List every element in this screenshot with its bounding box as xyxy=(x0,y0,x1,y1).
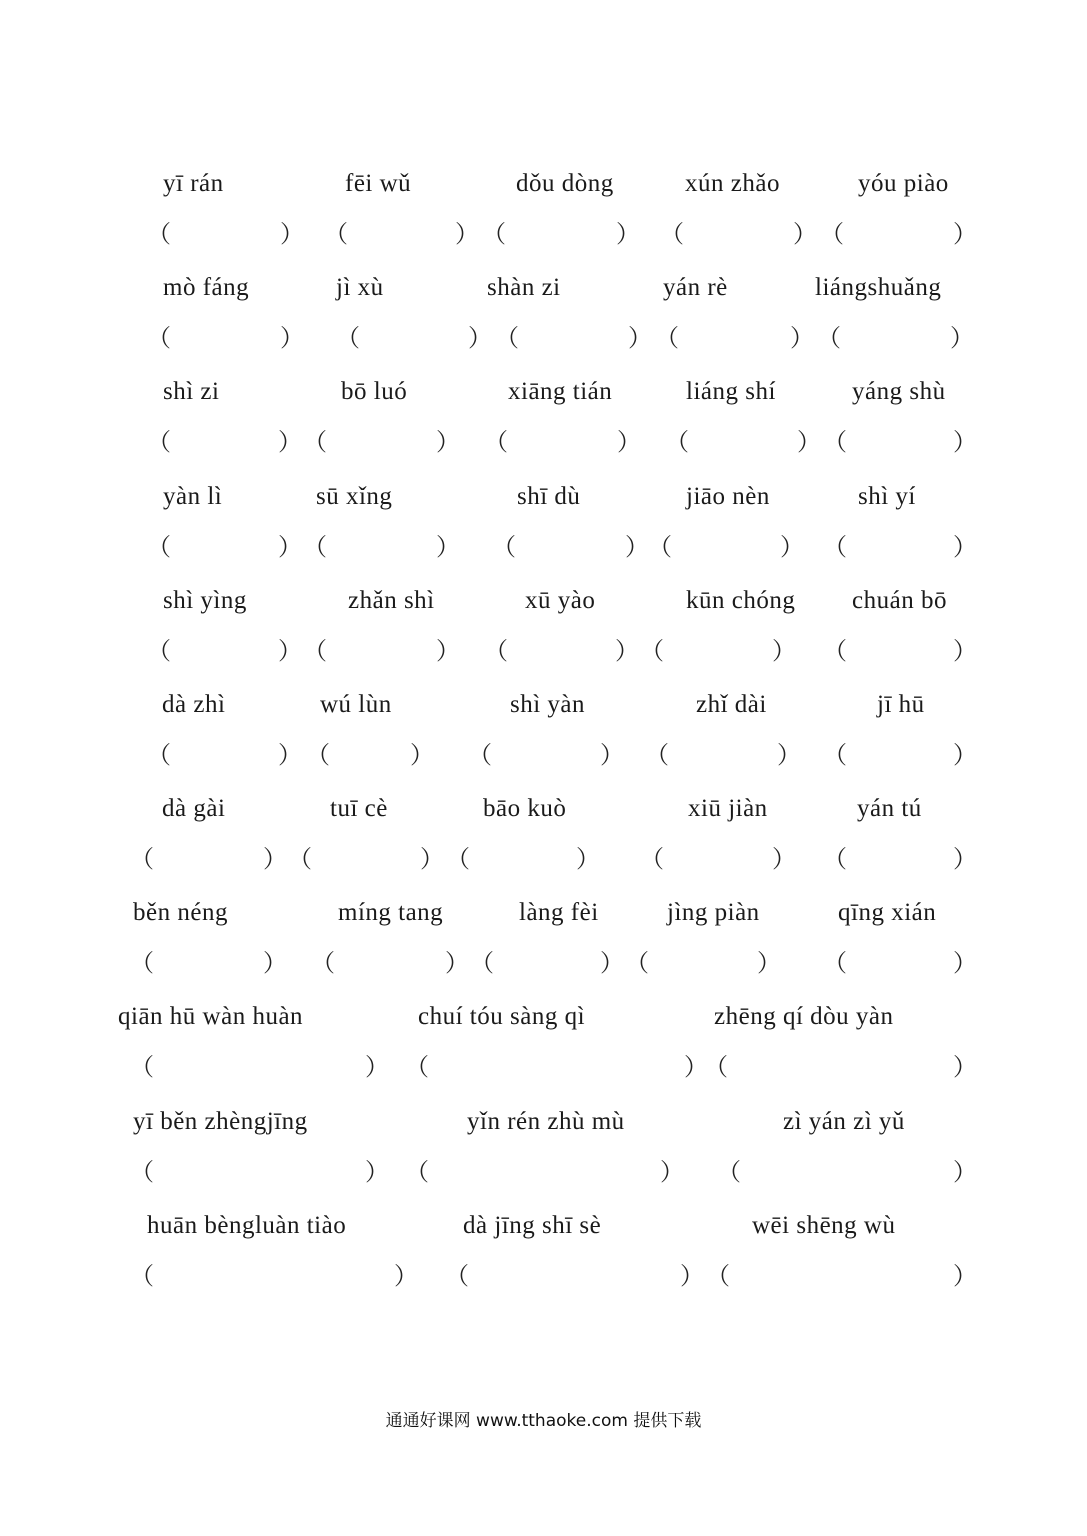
answer-blank[interactable]: （ xyxy=(405,1158,429,1186)
answer-blank[interactable]: （ xyxy=(823,741,847,769)
answer-blank[interactable]: ） xyxy=(365,1053,389,1081)
pinyin-word: yī rán xyxy=(163,170,224,197)
pinyin-word: jiāo nèn xyxy=(686,483,770,510)
pinyin-word: xiū jiàn xyxy=(688,795,768,822)
answer-blank[interactable]: ） xyxy=(278,428,302,456)
answer-blank[interactable]: ） xyxy=(950,324,974,352)
answer-row-7 xyxy=(0,839,1087,879)
answer-blank[interactable]: （ xyxy=(640,845,664,873)
answer-blank[interactable]: ） xyxy=(436,428,460,456)
pinyin-word: yī běn zhèngjīng xyxy=(133,1108,308,1135)
answer-blank[interactable]: （ xyxy=(823,533,847,561)
pinyin-word: xún zhǎo xyxy=(685,170,780,197)
answer-blank[interactable]: ） xyxy=(625,533,649,561)
answer-blank[interactable]: （ xyxy=(645,741,669,769)
answer-blank[interactable]: ） xyxy=(777,741,801,769)
answer-blank[interactable]: （ xyxy=(823,637,847,665)
answer-blank[interactable]: （ xyxy=(717,1158,741,1186)
answer-blank[interactable]: ） xyxy=(628,324,652,352)
pinyin-word: yóu piào xyxy=(858,170,949,197)
pinyin-word: zì yán zì yǔ xyxy=(783,1108,905,1135)
pinyin-word: dà jīng shī sè xyxy=(463,1212,602,1239)
answer-blank[interactable]: ） xyxy=(684,1053,708,1081)
answer-blank[interactable]: ） xyxy=(278,533,302,561)
answer-row-2 xyxy=(0,318,1087,358)
pinyin-row-2 xyxy=(0,268,1087,308)
answer-blank[interactable]: ） xyxy=(953,741,977,769)
answer-blank[interactable]: （ xyxy=(484,637,508,665)
answer-blank[interactable]: ） xyxy=(953,220,977,248)
answer-blank[interactable]: （ xyxy=(648,533,672,561)
answer-blank[interactable]: （ xyxy=(311,949,335,977)
answer-blank[interactable]: ） xyxy=(278,741,302,769)
answer-blank[interactable]: （ xyxy=(130,1262,154,1290)
pinyin-word: míng tang xyxy=(338,899,444,926)
pinyin-word: yàn lì xyxy=(163,483,223,510)
answer-blank[interactable]: （ xyxy=(484,428,508,456)
answer-blank[interactable]: （ xyxy=(303,533,327,561)
answer-blank[interactable]: ） xyxy=(263,845,287,873)
pinyin-word: liáng shí xyxy=(686,378,776,405)
answer-blank[interactable]: ） xyxy=(953,1053,977,1081)
answer-blank[interactable]: （ xyxy=(130,1158,154,1186)
pinyin-word: kūn chóng xyxy=(686,587,796,614)
answer-blank[interactable]: ） xyxy=(445,949,469,977)
answer-blank[interactable]: ） xyxy=(615,637,639,665)
answer-row-11 xyxy=(0,1256,1087,1296)
answer-row-10 xyxy=(0,1152,1087,1192)
answer-blank[interactable]: ） xyxy=(436,533,460,561)
answer-blank[interactable]: （ xyxy=(820,220,844,248)
pinyin-word: qīng xián xyxy=(838,899,937,926)
answer-blank[interactable]: （ xyxy=(336,324,360,352)
answer-blank[interactable]: ） xyxy=(953,533,977,561)
pinyin-word: huān bèngluàn tiào xyxy=(147,1212,347,1239)
answer-blank[interactable]: ） xyxy=(953,428,977,456)
answer-row-6 xyxy=(0,735,1087,775)
answer-blank[interactable]: ） xyxy=(436,637,460,665)
pinyin-word: shì yàn xyxy=(510,691,586,718)
answer-blank[interactable]: ） xyxy=(455,220,479,248)
pinyin-row-5 xyxy=(0,581,1087,621)
answer-blank[interactable]: ） xyxy=(365,1158,389,1186)
answer-blank[interactable]: ） xyxy=(600,741,624,769)
pinyin-row-1 xyxy=(0,164,1087,204)
answer-blank[interactable]: ） xyxy=(660,1158,684,1186)
pinyin-word: sū xǐng xyxy=(316,483,393,510)
answer-blank[interactable]: （ xyxy=(147,220,171,248)
pinyin-row-4 xyxy=(0,477,1087,517)
answer-blank[interactable]: ） xyxy=(278,637,302,665)
pinyin-word: yán rè xyxy=(663,274,728,301)
answer-blank[interactable]: （ xyxy=(625,949,649,977)
pinyin-word: běn néng xyxy=(133,899,228,926)
answer-blank[interactable]: （ xyxy=(130,1053,154,1081)
answer-row-4 xyxy=(0,527,1087,567)
answer-blank[interactable]: （ xyxy=(655,324,679,352)
answer-blank[interactable]: ） xyxy=(616,220,640,248)
pinyin-word: jìng piàn xyxy=(667,899,760,926)
pinyin-word: jì xù xyxy=(336,274,384,301)
answer-blank[interactable]: ） xyxy=(280,220,304,248)
answer-row-5 xyxy=(0,631,1087,671)
answer-blank[interactable]: ） xyxy=(797,428,821,456)
pinyin-row-11 xyxy=(0,1206,1087,1246)
answer-blank[interactable]: （ xyxy=(446,845,470,873)
answer-blank[interactable]: （ xyxy=(130,845,154,873)
pinyin-word: shì zi xyxy=(163,378,220,405)
pinyin-word: zhǐ dài xyxy=(696,691,767,718)
pinyin-word: shì yí xyxy=(858,483,916,510)
answer-blank[interactable]: ） xyxy=(576,845,600,873)
pinyin-word: yǐn rén zhù mù xyxy=(467,1108,625,1135)
answer-blank[interactable]: （ xyxy=(817,324,841,352)
pinyin-word: wēi shēng wù xyxy=(752,1212,896,1239)
answer-blank[interactable]: ） xyxy=(468,324,492,352)
pinyin-word: chuán bō xyxy=(852,587,947,614)
answer-blank[interactable]: （ xyxy=(130,949,154,977)
pinyin-word: yáng shù xyxy=(852,378,946,405)
pinyin-word: mò fáng xyxy=(163,274,250,301)
pinyin-row-6 xyxy=(0,685,1087,725)
pinyin-row-10 xyxy=(0,1102,1087,1142)
pinyin-word: fēi wǔ xyxy=(345,170,412,197)
answer-blank[interactable]: （ xyxy=(665,428,689,456)
pinyin-word: shàn zi xyxy=(487,274,561,301)
pinyin-word: dà zhì xyxy=(162,691,226,718)
pinyin-word: bāo kuò xyxy=(483,795,567,822)
pinyin-word: jī hū xyxy=(877,691,925,718)
answer-blank[interactable]: ） xyxy=(410,741,434,769)
answer-blank[interactable]: （ xyxy=(495,324,519,352)
pinyin-word: dǒu dòng xyxy=(516,170,614,197)
answer-row-3 xyxy=(0,422,1087,462)
pinyin-word: xiāng tián xyxy=(508,378,613,405)
pinyin-word: qiān hū wàn huàn xyxy=(118,1003,304,1030)
answer-blank[interactable]: ） xyxy=(953,1158,977,1186)
answer-blank[interactable]: ） xyxy=(953,845,977,873)
pinyin-word: shī dù xyxy=(517,483,581,510)
pinyin-word: shì yìng xyxy=(163,587,247,614)
pinyin-word: làng fèi xyxy=(519,899,599,926)
pinyin-row-9 xyxy=(0,997,1087,1037)
answer-blank[interactable]: （ xyxy=(823,949,847,977)
answer-row-9 xyxy=(0,1047,1087,1087)
answer-blank[interactable]: （ xyxy=(468,741,492,769)
answer-blank[interactable]: （ xyxy=(660,220,684,248)
answer-blank[interactable]: ） xyxy=(394,1262,418,1290)
answer-blank[interactable]: （ xyxy=(288,845,312,873)
pinyin-word: wú lùn xyxy=(320,691,392,718)
answer-blank[interactable]: （ xyxy=(405,1053,429,1081)
answer-blank[interactable]: ） xyxy=(617,428,641,456)
answer-blank[interactable]: ） xyxy=(772,637,796,665)
answer-blank[interactable]: （ xyxy=(704,1053,728,1081)
pinyin-row-8 xyxy=(0,893,1087,933)
answer-blank[interactable]: （ xyxy=(306,741,330,769)
answer-blank[interactable]: （ xyxy=(147,637,171,665)
pinyin-word: zhǎn shì xyxy=(348,587,435,614)
pinyin-word: liángshuǎng xyxy=(815,274,942,301)
answer-blank[interactable]: （ xyxy=(303,428,327,456)
answer-blank[interactable]: （ xyxy=(147,428,171,456)
answer-blank[interactable]: （ xyxy=(147,533,171,561)
answer-blank[interactable]: （ xyxy=(147,741,171,769)
answer-blank[interactable]: （ xyxy=(640,637,664,665)
answer-blank[interactable]: ） xyxy=(953,637,977,665)
pinyin-row-3 xyxy=(0,372,1087,412)
pinyin-word: zhēng qí dòu yàn xyxy=(714,1003,894,1030)
answer-blank[interactable]: （ xyxy=(492,533,516,561)
answer-blank[interactable]: ） xyxy=(772,845,796,873)
pinyin-word: dà gài xyxy=(162,795,226,822)
answer-blank[interactable]: （ xyxy=(324,220,348,248)
pinyin-word: chuí tóu sàng qì xyxy=(418,1003,586,1030)
answer-blank[interactable]: （ xyxy=(470,949,494,977)
answer-blank[interactable]: ） xyxy=(680,1262,704,1290)
answer-blank[interactable]: （ xyxy=(147,324,171,352)
answer-blank[interactable]: ） xyxy=(953,949,977,977)
answer-blank[interactable]: （ xyxy=(445,1262,469,1290)
pinyin-word: tuī cè xyxy=(330,795,388,822)
pinyin-word: yán tú xyxy=(857,795,922,822)
answer-row-1 xyxy=(0,214,1087,254)
answer-blank[interactable]: （ xyxy=(823,845,847,873)
answer-blank[interactable]: （ xyxy=(706,1262,730,1290)
answer-blank[interactable]: ） xyxy=(600,949,624,977)
answer-blank[interactable]: ） xyxy=(953,1262,977,1290)
answer-blank[interactable]: （ xyxy=(823,428,847,456)
answer-blank[interactable]: （ xyxy=(303,637,327,665)
answer-blank[interactable]: ） xyxy=(780,533,804,561)
answer-blank[interactable]: ） xyxy=(420,845,444,873)
pinyin-row-7 xyxy=(0,789,1087,829)
pinyin-word: xū yào xyxy=(525,587,596,614)
answer-blank[interactable]: ） xyxy=(790,324,814,352)
answer-blank[interactable]: ） xyxy=(263,949,287,977)
answer-blank[interactable]: ） xyxy=(757,949,781,977)
answer-blank[interactable]: ） xyxy=(793,220,817,248)
answer-blank[interactable]: （ xyxy=(482,220,506,248)
footer-credit: 通通好课网 www.tthaoke.com 提供下载 xyxy=(385,1411,702,1431)
answer-blank[interactable]: ） xyxy=(280,324,304,352)
answer-row-8 xyxy=(0,943,1087,983)
pinyin-word: bō luó xyxy=(341,378,408,405)
